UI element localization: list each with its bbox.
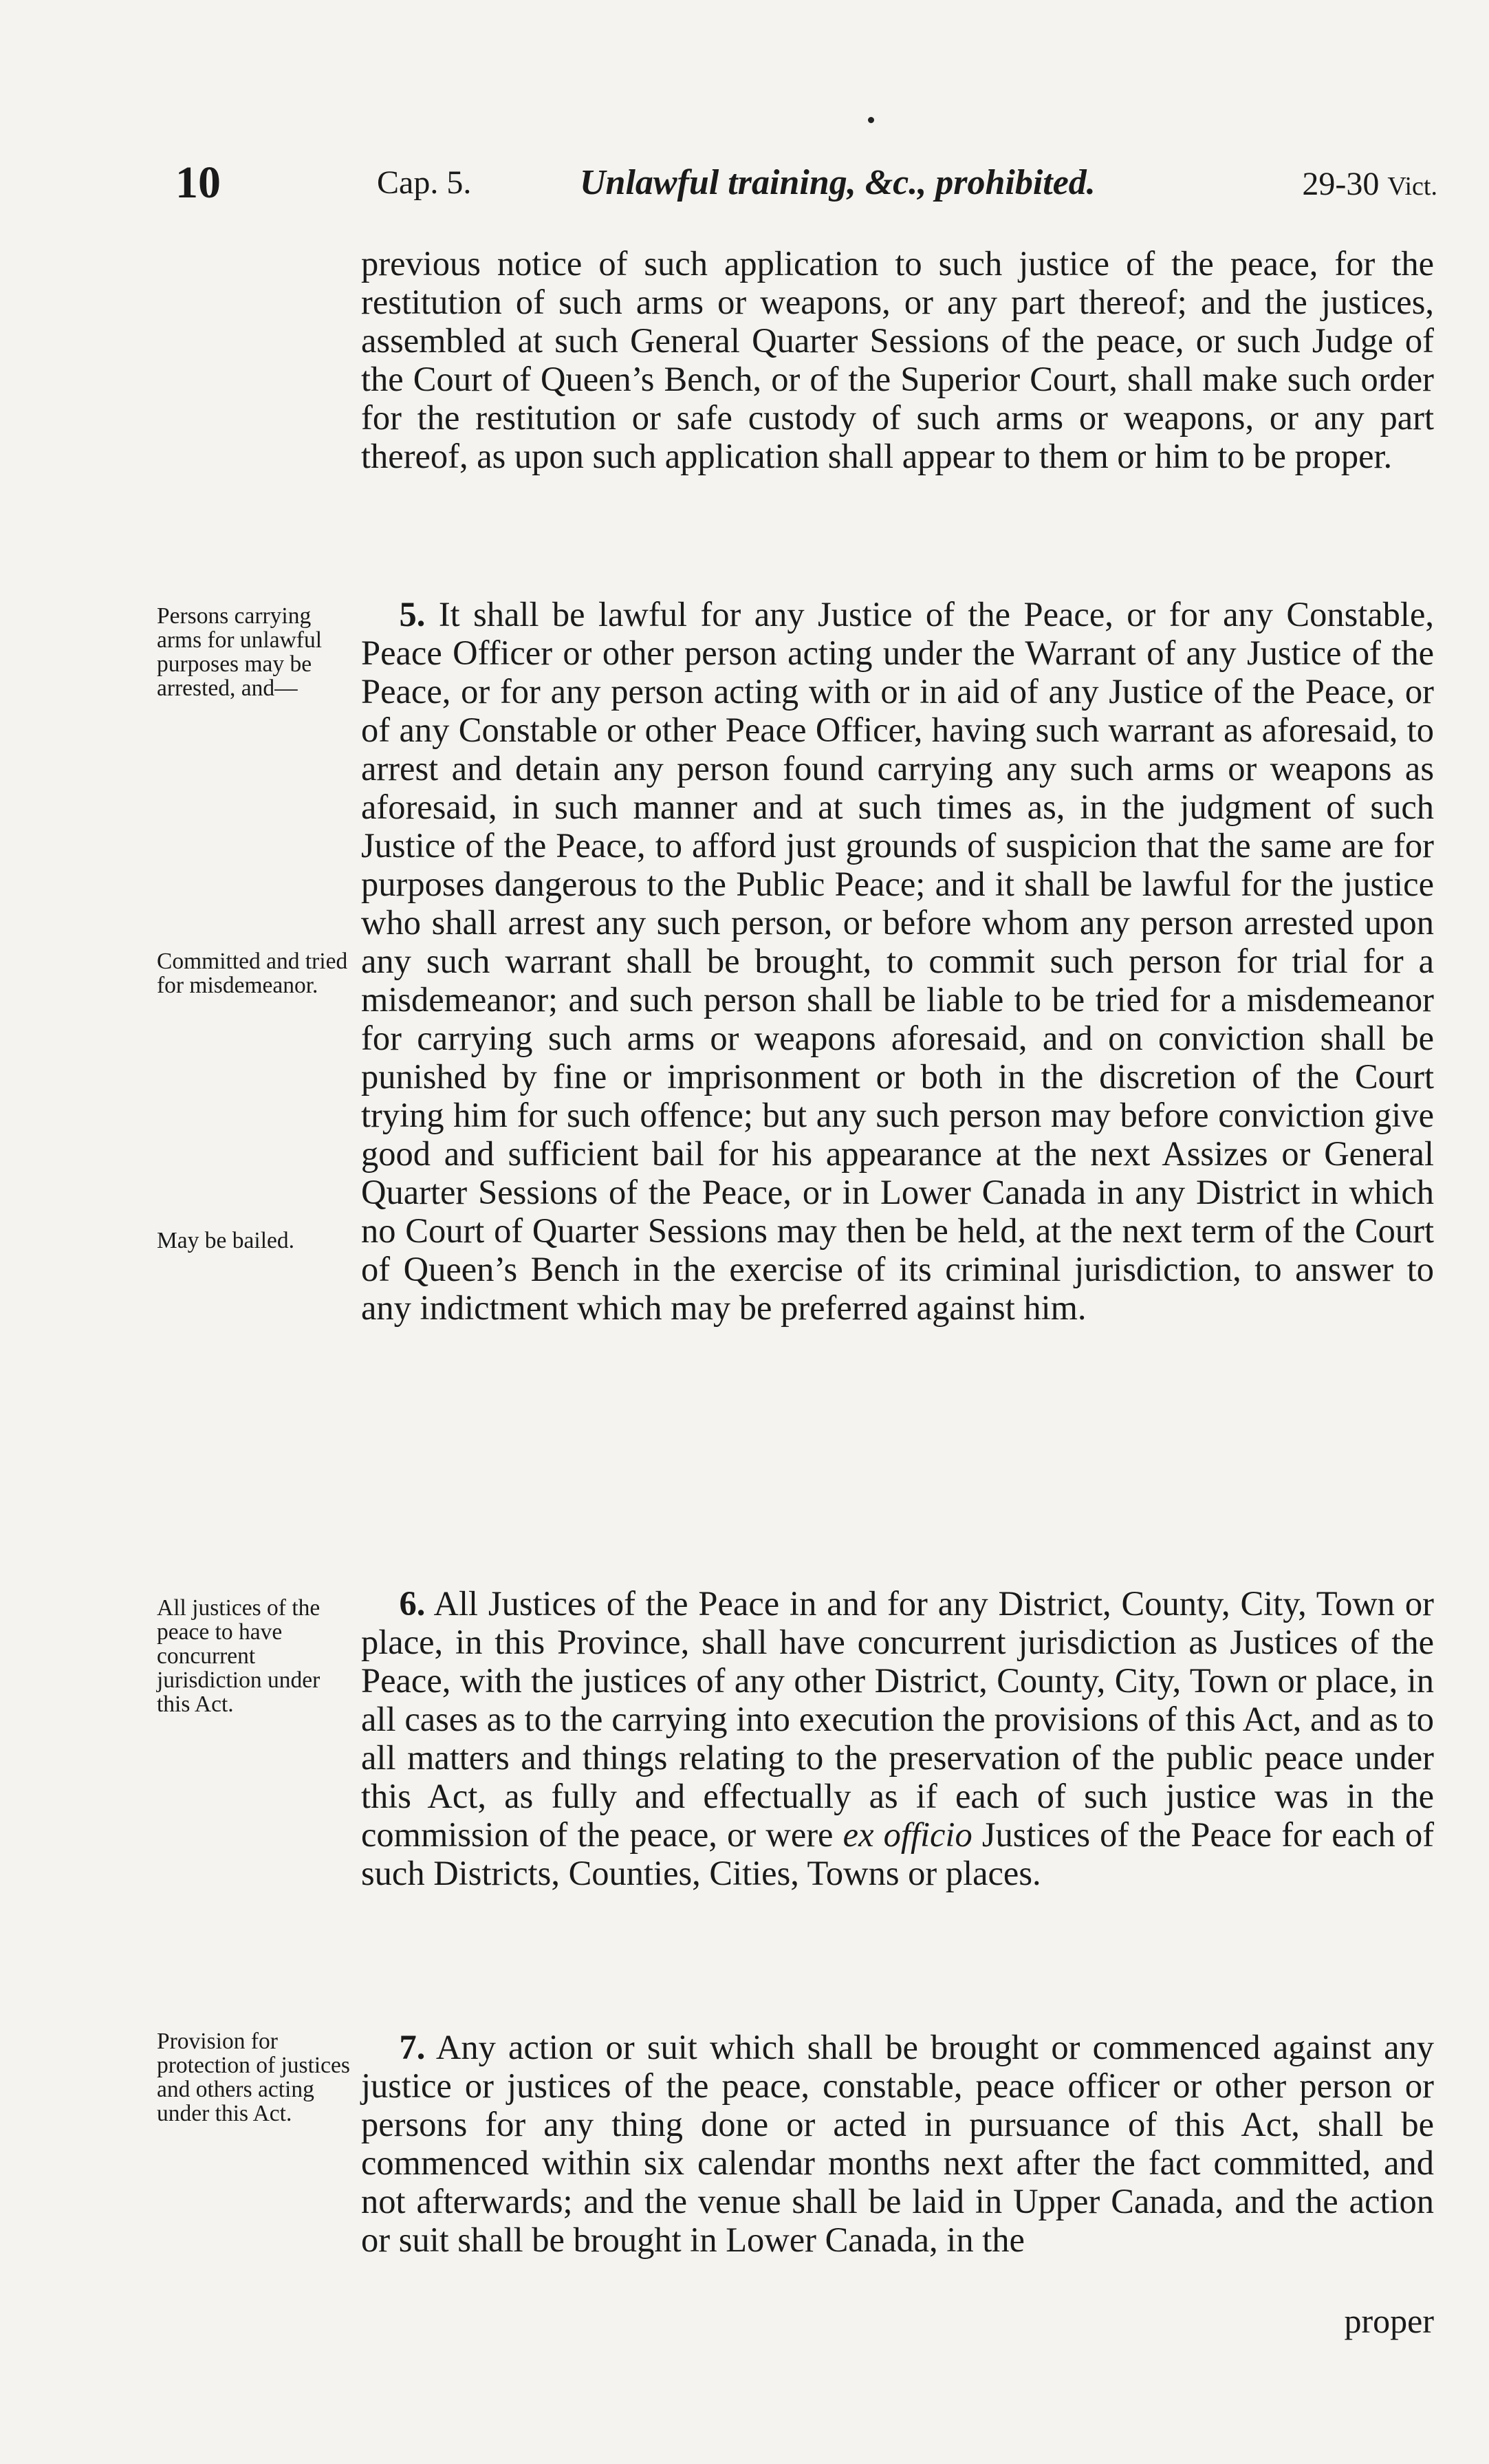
continued-paragraph: previous notice of such application to such justice of the peace, for the restitution of such arms or weapons, or any part thereof; and the justices, assembled at such General Quarter Sessions of the peace, or such Judge of the Court of Queen’s Bench, or of the Superior Court, shall make such order for the restitution or safe custody of such arms or weapons, or any part thereof, as upon such application shall appear to them or him to be proper. [361, 244, 1434, 475]
margin-note-jurisdiction: All justices of the peace to have concurrent jurisdiction under this Act. [157, 1595, 320, 1717]
section-7-text: Any action or suit which shall be brought or commenced against any justice or justices of the peace, constable, peace officer or other person or persons for any thing done or acted in pursuance of this Act, shall be commenced within six calendar months next after the fact committed, and not afterwards; and the venue shall be laid in Upper Canada, and the action or suit shall be brought in Lower Canada, in the [361, 2028, 1434, 2259]
section-5 [361, 595, 1434, 1327]
margin-note-protection: Provision for protection of justices and others acting under this Act. [157, 2029, 350, 2126]
catchword: proper [1344, 2302, 1434, 2340]
section-5-text: It shall be lawful for any Justice of the Peace, or for any Constable, Peace Officer or other person acting under the Warrant of any Justice of the Peace, or for any person acting with or in aid of any Justice of the Peace, or of any Constable or other Peace Officer, having such warrant as aforesaid, to arrest and detain any person found carrying any such arms or weapons as aforesaid, in such manner and at such times as, in the judgment of such Justice of the Peace, to afford just grounds of suspicion that the same are for purposes dangerous to the Public Peace; and it shall be lawful for the justice who shall arrest any such person, or before whom any person arrested upon any such warrant shall be brought, to commit such person for trial for a misdemeanor; and such person shall be liable to be tried for a misdemeanor for carrying such arms or weapons aforesaid, and on conviction shall be punished by fine or imprisonment or both in the discretion of the Court trying him for such offence; but any such person may before conviction give good and sufficient bail for his appearance at the next Assizes or General Quarter Sessions of the Peace, or in Lower Canada in any District in which no Court of Quarter Sessions may then be held, at the next term of the Court of Queen’s Bench in the exercise of its criminal jurisdiction, to answer to any indictment which may be preferred against him. [361, 595, 1434, 1327]
running-header [175, 157, 1437, 212]
ink-speck [868, 117, 874, 123]
margin-note-misdemeanor: Committed and tried for misdemeanor. [157, 949, 348, 998]
section-6-number: 6. [399, 1584, 426, 1623]
section-6 [361, 1584, 1434, 1892]
section-7 [361, 2028, 1434, 2259]
page-number: 10 [175, 158, 221, 208]
running-title: Unlawful training, &c., prohibited. [580, 163, 1096, 202]
section-7-number: 7. [399, 2028, 426, 2066]
regnal-year-number: 29-30 [1302, 166, 1380, 202]
margin-note-bail: May be bailed. [157, 1228, 295, 1253]
margin-note-arrest: Persons carrying arms for unlawful purposes may be arrested, and— [157, 603, 323, 701]
section-6-text: All Justices of the Peace in and for any District, County, City, Town or place, in this Province, shall have concurrent jurisdiction as Justices of the Peace, with the justices of any other District, County, City, Town or place, in all cases as to the carrying into execution the provisions of this Act, and as to all matters and things relating to the preservation of the public peace under this Act, as fully and effectually as if each of such justice was in the commission of the peace, or were [361, 1584, 1434, 1854]
ex-officio-phrase: ex officio [843, 1815, 972, 1854]
chapter-label: Cap. 5. [377, 164, 472, 201]
section-5-number: 5. [399, 595, 426, 634]
section-6-text-end: Justices of the Peace for each of such Districts, Counties, Cities, Towns or places. [361, 1815, 1435, 1892]
regnal-year [1302, 165, 1437, 203]
regnal-suffix: Vict. [1387, 172, 1437, 201]
